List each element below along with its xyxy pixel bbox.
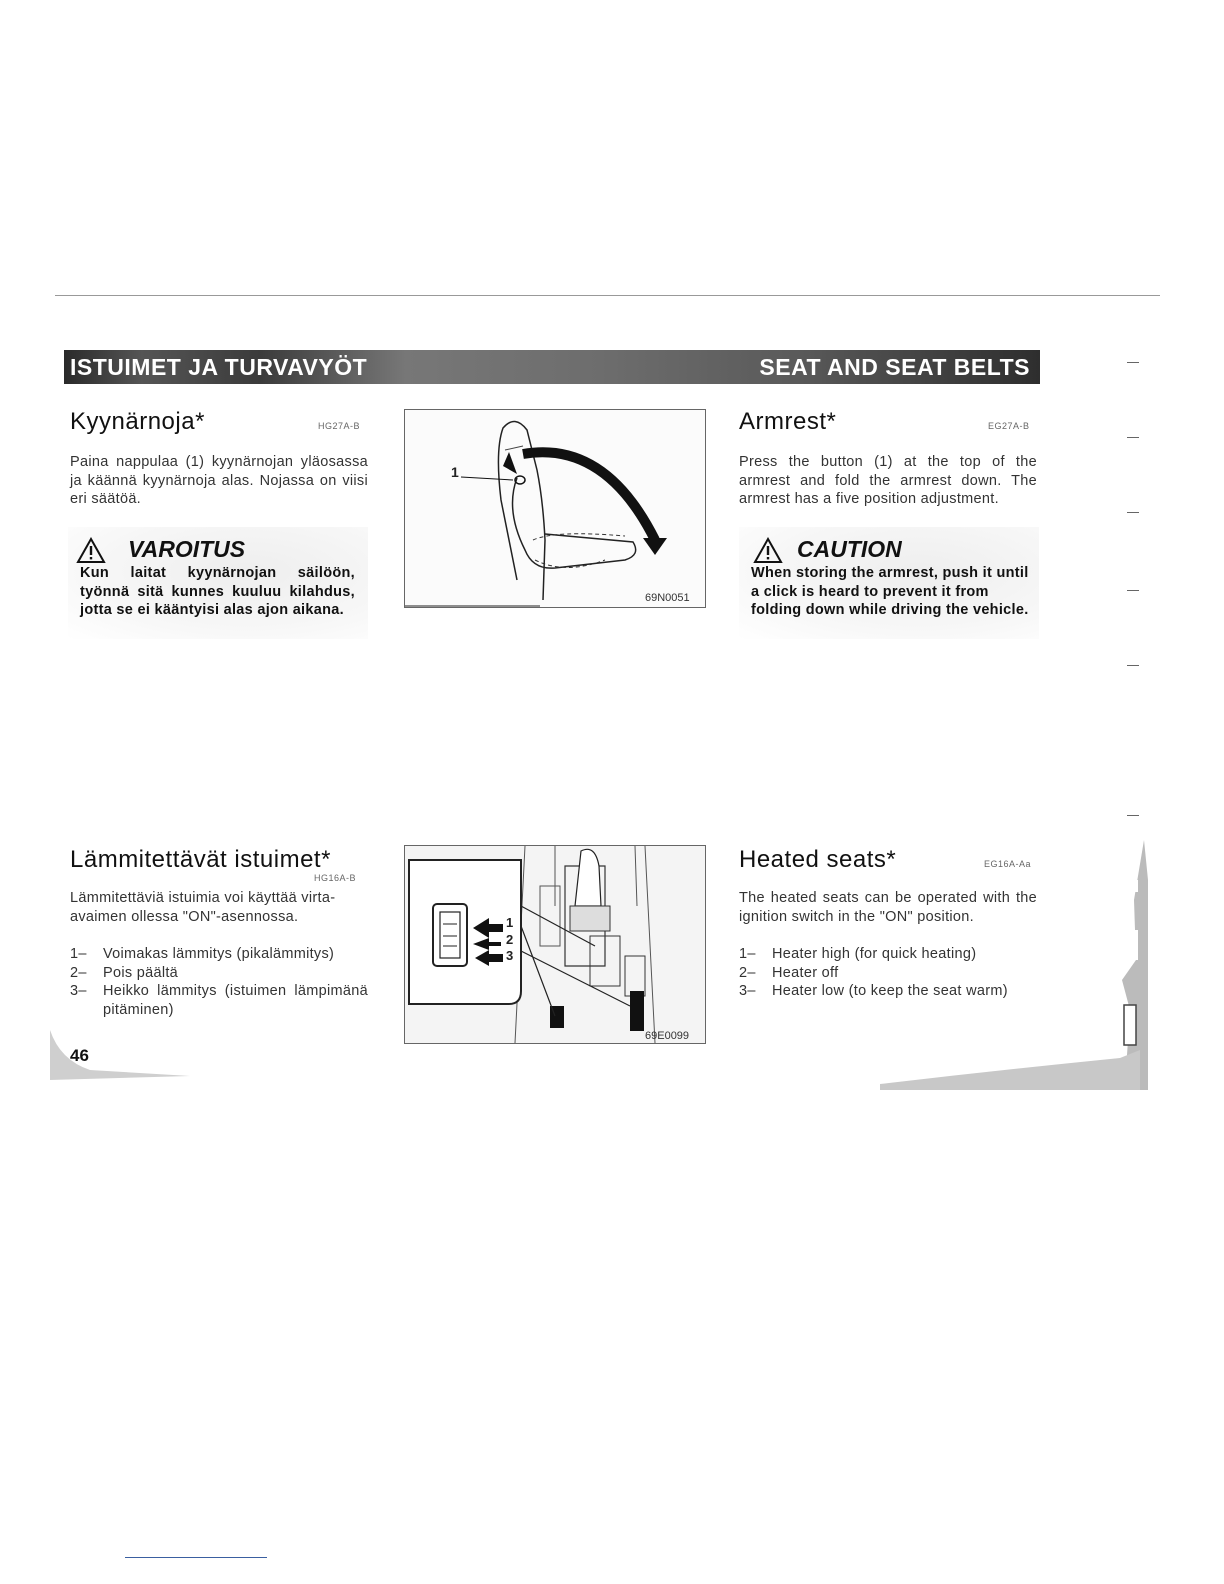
list-item: 3– Heater low (to keep the seat warm) [739, 983, 1008, 999]
heated-list-fi [70, 945, 368, 1019]
top-rule [55, 295, 1160, 296]
edge-mark [1127, 437, 1139, 438]
warning-text-fi: Kun laitat kyynärnojan säilöön, työnnä sitä kunnes kuuluu kilahdus, jotta se ei kääntyisi alas ajon aikana. [80, 565, 355, 618]
armrest-figure [404, 409, 706, 608]
armrest-body-fi: Paina nappulaa (1) kyynärnojan yläosassa ja käännä kyynärnoja alas. Nojassa on viisi eri säätöä. [70, 454, 368, 507]
armrest-code-en: EG27A-B [988, 421, 1030, 431]
edge-mark [1127, 362, 1139, 363]
edge-mark [1127, 665, 1139, 666]
banner-title-en: SEAT AND SEAT BELTS [759, 354, 1030, 380]
heated-callout-2: 2 [506, 932, 514, 947]
seat-heater-switch-illustration [405, 846, 705, 1043]
armrest-fold-illustration [405, 410, 705, 607]
heated-callout-1: 1 [506, 915, 514, 930]
caution-box-en [739, 527, 1039, 639]
armrest-heading-en: Armrest* [739, 408, 837, 435]
list-item: 1– Heater high (for quick heating) [739, 946, 977, 962]
heated-heading-fi: Lämmitettävät istuimet* [70, 846, 331, 873]
heated-figure-code: 69E0099 [645, 1030, 690, 1042]
heated-code-fi: HG16A-B [314, 873, 357, 883]
page-number: 46 [70, 1046, 89, 1065]
section-banner [64, 350, 1040, 384]
heated-seats-figure [404, 845, 706, 1044]
heated-body-en: The heated seats can be operated with the ignition switch in the "ON" position. [739, 890, 1037, 925]
heated-code-en: EG16A-Aa [984, 859, 1032, 869]
edge-mark [1127, 512, 1139, 513]
edge-mark [1127, 590, 1139, 591]
heated-heading-en: Heated seats* [739, 846, 897, 873]
list-item: 3– Heikko lämmitys (istuimen lämpimänä pitäminen) [70, 983, 368, 1018]
armrest-figure-code: 69N0051 [645, 592, 690, 604]
heated-callout-3: 3 [506, 948, 514, 963]
armrest-heading-fi: Kyynärnoja* [70, 408, 205, 435]
list-item: 1– Voimakas lämmitys (pikalämmitys) [70, 946, 335, 962]
bottom-link-line [125, 1557, 267, 1558]
caution-text-en: When storing the armrest, push it until a click is heard to prevent it from folding down while driving the vehicle. [751, 565, 1029, 618]
list-item: 2– Pois päältä [70, 964, 179, 981]
armrest-body-en: Press the button (1) at the top of the armrest and fold the armrest down. The armrest has a five position adjustment. [739, 454, 1037, 507]
armrest-code-fi: HG27A-B [318, 421, 361, 431]
list-item: 2– Heater off [739, 964, 839, 981]
warning-box-fi [68, 527, 368, 639]
edge-mark [1127, 815, 1139, 816]
caution-title-en: CAUTION [797, 536, 902, 562]
bottom-shadow [880, 1040, 1140, 1090]
heated-body-fi: Lämmitettäviä istuimia voi käyttää virta-avaimen ollessa "ON"-asennossa. [70, 890, 336, 925]
armrest-callout-1: 1 [451, 464, 459, 480]
heated-list-en [739, 945, 1039, 1001]
banner-title-fi: ISTUIMET JA TURVAVYÖT [70, 354, 368, 380]
warning-title-fi: VAROITUS [128, 536, 246, 562]
